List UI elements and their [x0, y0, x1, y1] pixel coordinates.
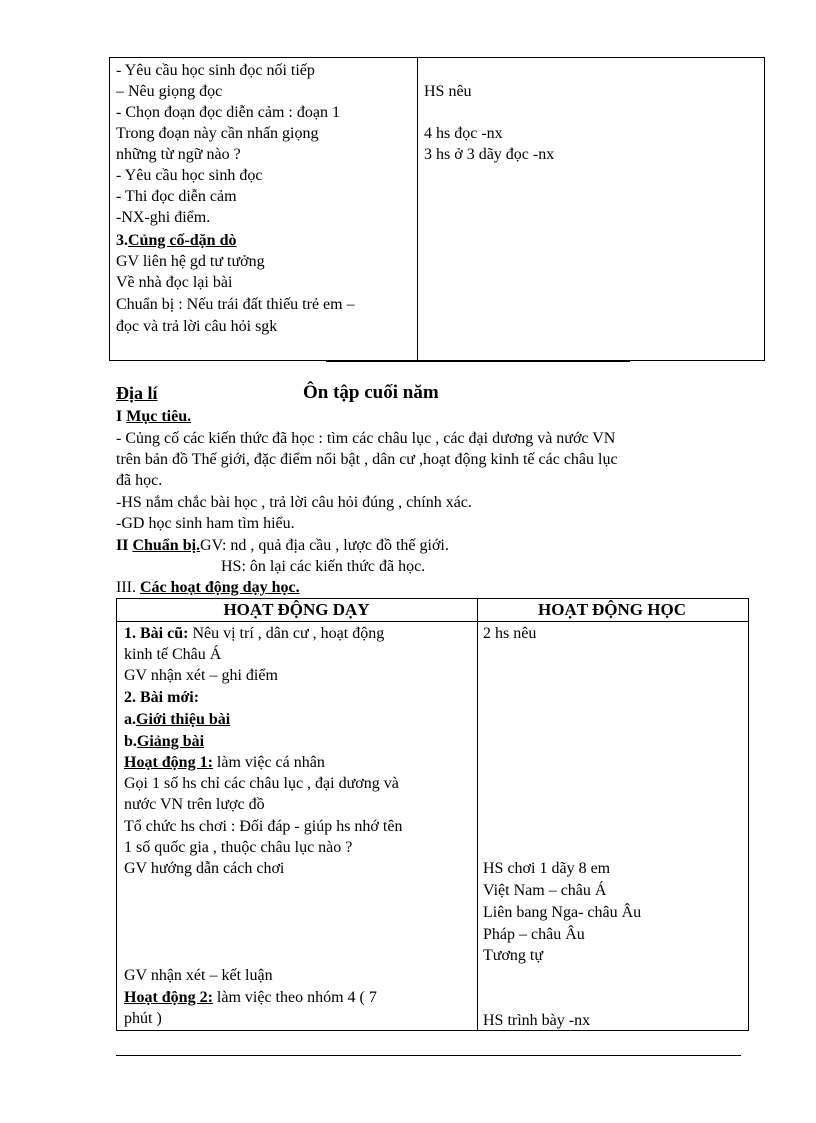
prep-line: HS: ôn lại các kiến thức đã học.: [221, 558, 426, 575]
new-lesson: 2. Bài mới:: [124, 689, 200, 706]
section-heading: III. Các hoạt động dạy học.: [116, 579, 300, 596]
teach-line: GV nhận xét – ghi điểm: [124, 667, 278, 684]
left-line: – Nêu giọng đọc: [116, 83, 223, 100]
footer-line: [116, 1055, 741, 1056]
left-line: Chuẩn bị : Nếu trái đất thiếu trẻ em –: [116, 296, 355, 313]
goal-line: -HS nắm chắc bài học , trả lời câu hỏi đúng , chính xác.: [116, 494, 472, 511]
prep-line: II Chuẩn bị.GV: nd , quả địa cầu , lược đồ thế giới.: [116, 537, 449, 554]
old-lesson: 1. Bài cũ: Nêu vị trí , dân cư , hoạt động: [124, 625, 385, 642]
teach-line: Tổ chức hs chơi : Đối đáp - giúp hs nhớ tên: [124, 818, 403, 835]
teach-line: Gọi 1 số hs chỉ các châu lục , đại dương và: [124, 775, 399, 792]
right-line: 4 hs đọc -nx: [424, 125, 503, 142]
learn-line: Việt Nam – châu Á: [483, 882, 607, 899]
subject-label: Địa lí: [116, 383, 158, 403]
lesson-title: Ôn tập cuối năm: [303, 382, 439, 403]
teach-line: kinh tế Châu Á: [124, 646, 222, 663]
section-heading: I Mục tiêu.: [116, 408, 192, 425]
activity-2: Hoạt động 2: làm việc theo nhóm 4 ( 7: [124, 989, 377, 1006]
teach-heading: b.Giảng bài: [124, 733, 205, 750]
header-teacher: HOẠT ĐỘNG DẠY: [223, 600, 370, 619]
learn-line: Pháp – châu Âu: [483, 926, 585, 943]
teach-line: GV nhận xét – kết luận: [124, 967, 273, 984]
left-line: - Yêu cầu học sinh đọc nối tiếp: [116, 62, 315, 79]
left-line: Về nhà đọc lại bài: [116, 274, 233, 291]
left-line: GV liên hệ gd tư tưởng: [116, 253, 265, 270]
left-line: đọc và trả lời câu hỏi sgk: [116, 318, 278, 335]
activity-1: Hoạt động 1: làm việc cá nhân: [124, 754, 325, 771]
learn-line: 2 hs nêu: [483, 625, 537, 642]
left-line: -NX-ghi điểm.: [116, 209, 211, 226]
learn-line: Tương tự: [483, 947, 544, 964]
separator-line: [326, 361, 630, 362]
teach-line: 1 số quốc gia , thuộc châu lục nào ?: [124, 839, 353, 856]
section-heading: 3.Củng cố-dặn dò: [116, 232, 237, 249]
learn-line: HS trình bày -nx: [483, 1012, 591, 1029]
left-line: - Thi đọc diễn cảm: [116, 188, 237, 205]
goal-line: đã học.: [116, 472, 163, 489]
right-line: HS nêu: [424, 83, 472, 100]
learn-line: Liên bang Nga- châu Âu: [483, 904, 642, 921]
intro-heading: a.Giới thiệu bài: [124, 711, 231, 728]
left-line: - Yêu cầu học sinh đọc: [116, 167, 263, 184]
goal-line: trên bản đồ Thế giới, đặc điểm nổi bật , dân cư ,hoạt động kinh tế các châu lục: [116, 451, 618, 468]
header-rule: [117, 621, 748, 622]
goal-line: - Củng cố các kiến thức đã học : tìm các châu lục , các đại dương và nước VN: [116, 430, 616, 447]
teach-line: phút ): [124, 1010, 162, 1027]
left-line: những từ ngữ nào ?: [116, 146, 241, 163]
header-student: HOẠT ĐỘNG HỌC: [538, 600, 686, 619]
right-line: 3 hs ở 3 dãy đọc -nx: [424, 146, 555, 163]
teach-line: nước VN trên lược đồ: [124, 796, 265, 813]
learn-line: HS chơi 1 dãy 8 em: [483, 860, 611, 877]
left-line: - Chọn đoạn đọc diễn cảm : đoạn 1: [116, 104, 340, 121]
goal-line: -GD học sinh ham tìm hiểu.: [116, 515, 295, 532]
teach-line: GV hướng dẫn cách chơi: [124, 860, 285, 877]
left-line: Trong đoạn này cần nhấn giọng: [116, 125, 319, 142]
table-divider: [477, 599, 478, 1030]
table-divider: [417, 58, 418, 360]
